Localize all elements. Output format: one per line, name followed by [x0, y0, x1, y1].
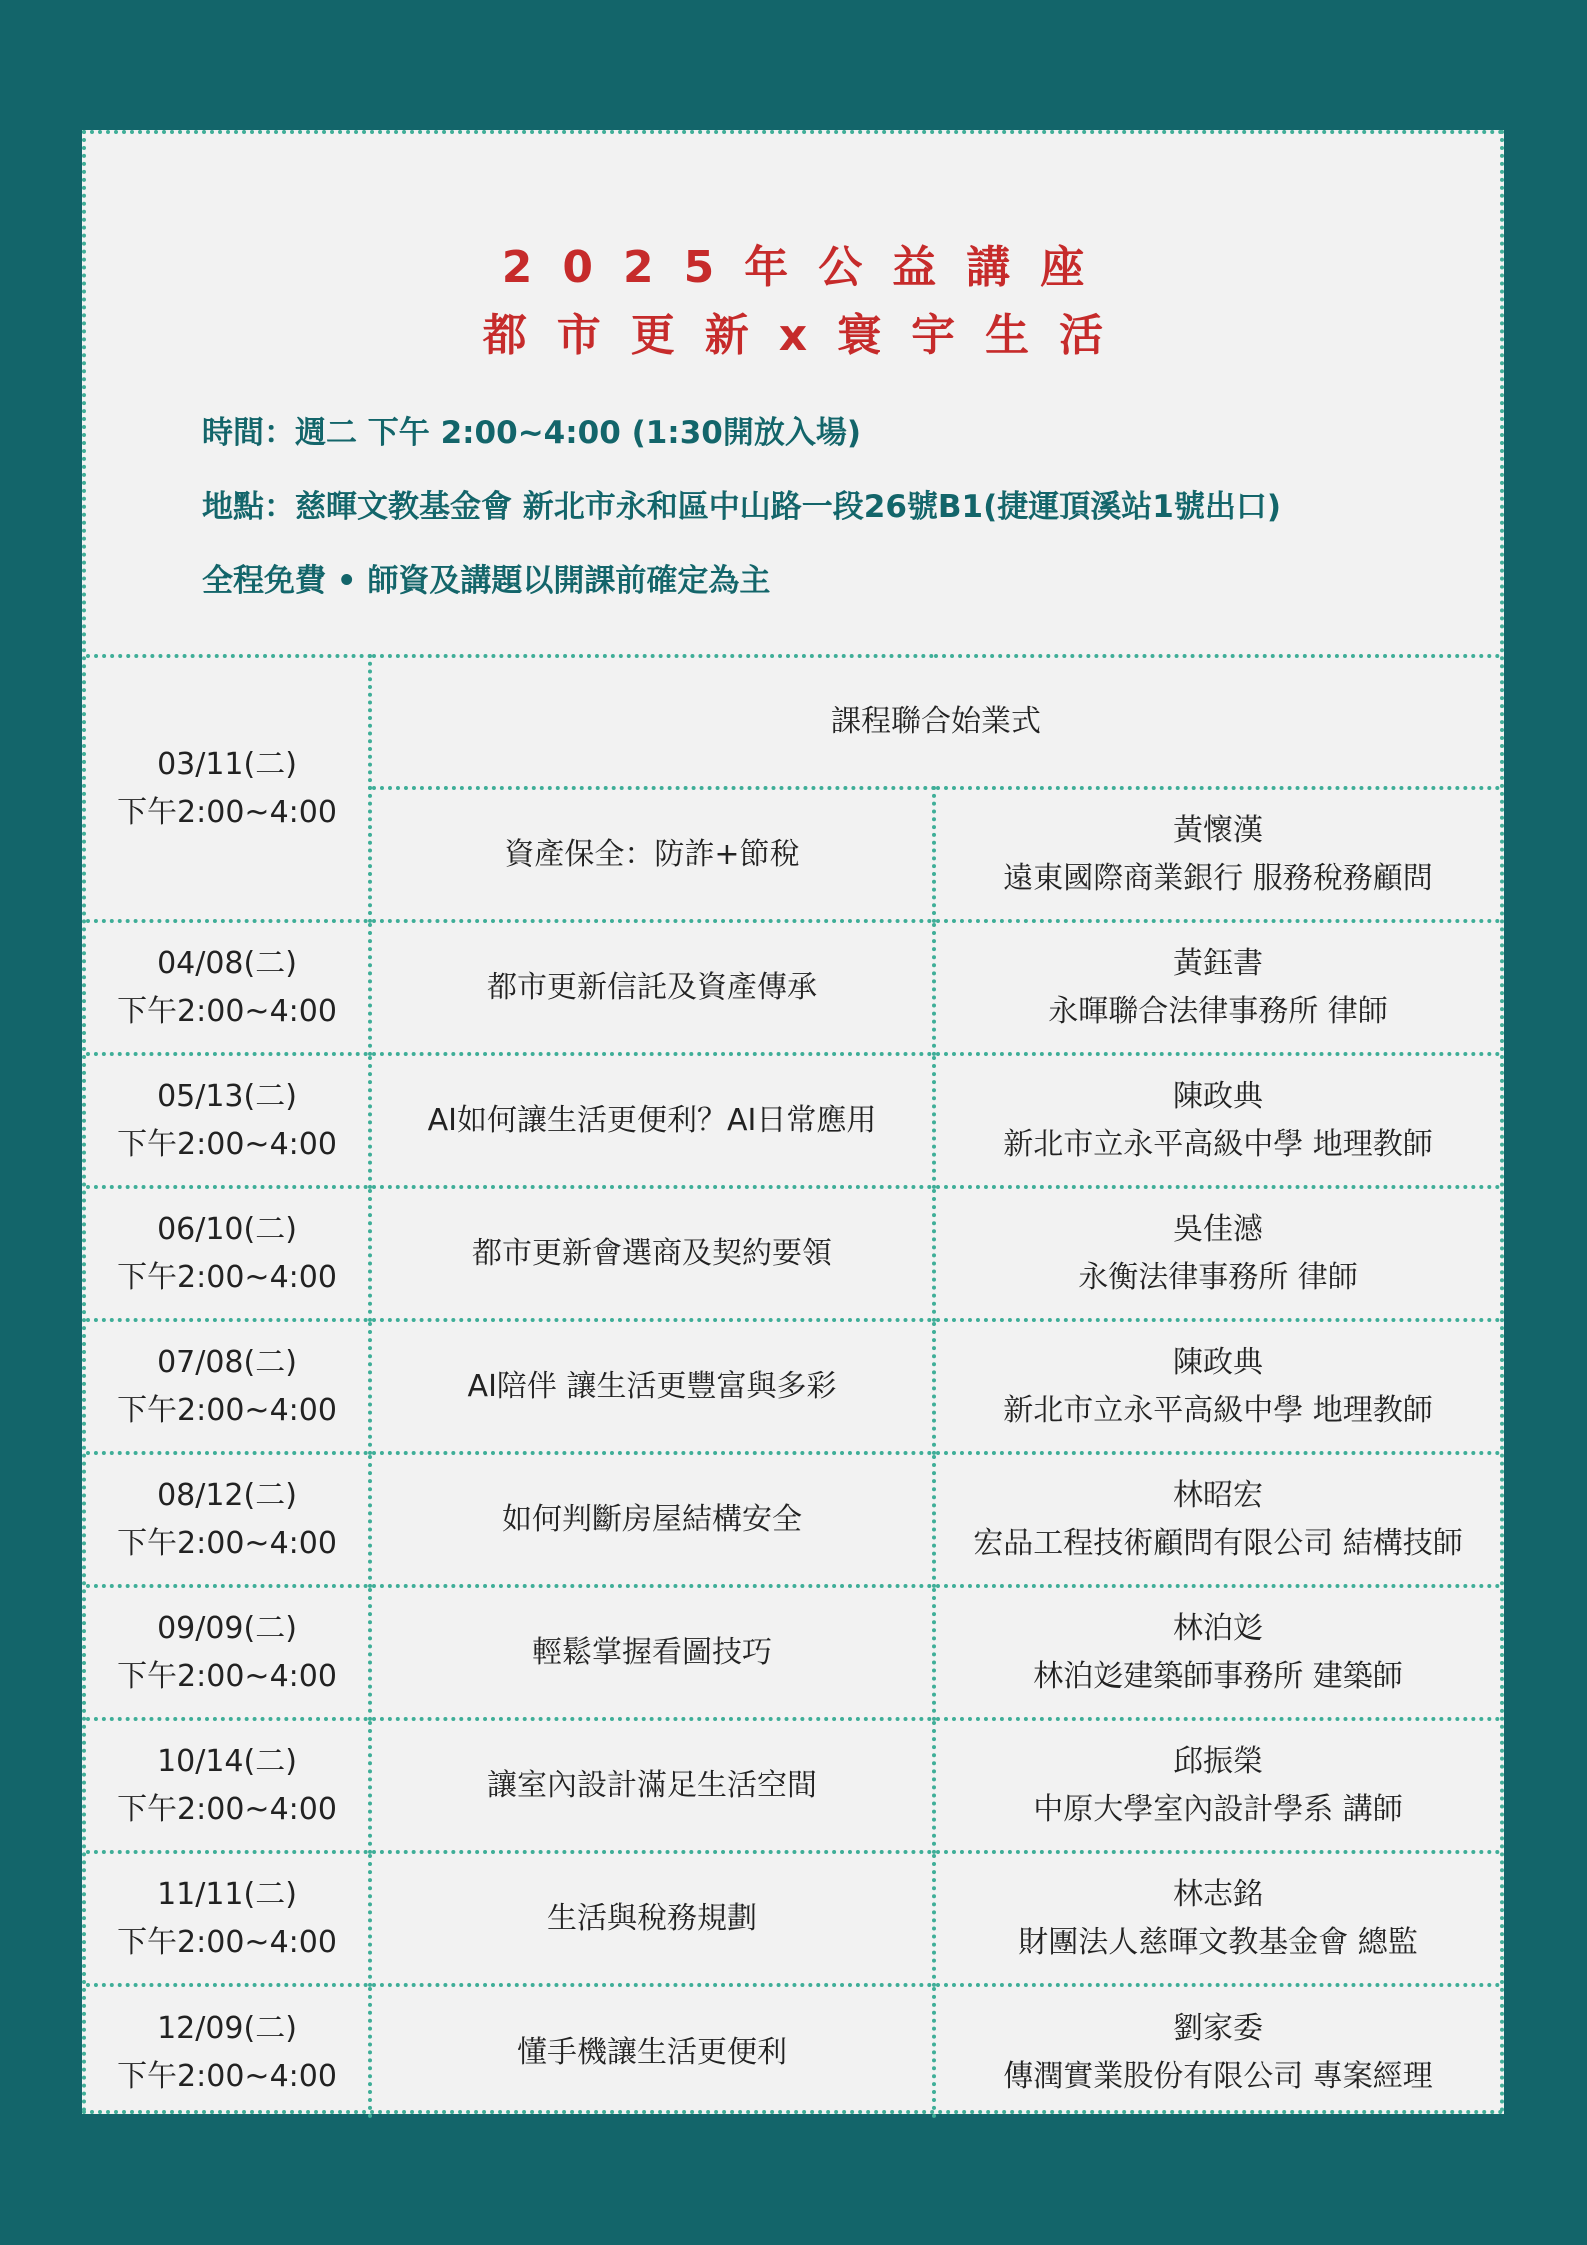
- date-cell: [86, 1719, 370, 1852]
- speaker-affiliation: 財團法人慈暉文教基金會 總監: [1018, 1924, 1418, 1960]
- session-time: 下午2:00~4:00: [117, 1259, 337, 1295]
- speaker-affiliation: 傳潤實業股份有限公司 專案經理: [1003, 2058, 1433, 2094]
- session-time: 下午2:00~4:00: [117, 993, 337, 1029]
- info-time: 時間：週二 下午 2:00~4:00 (1:30開放入場): [202, 415, 862, 451]
- speaker-name: 黃鈺書: [1173, 945, 1263, 981]
- topic-cell: [370, 1054, 934, 1187]
- speaker-cell: [934, 1852, 1500, 1985]
- table-row: [86, 1852, 1500, 1985]
- speaker-cell: [934, 1054, 1500, 1187]
- table-row: [86, 1453, 1500, 1586]
- speaker-name: 林昭宏: [1173, 1477, 1263, 1513]
- speaker-cell: [934, 1187, 1500, 1320]
- session-date: 10/14(二): [157, 1743, 297, 1779]
- table-row: [86, 921, 1500, 1054]
- speaker-name: 陳政典: [1173, 1078, 1263, 1114]
- speaker-cell: [934, 1985, 1500, 2118]
- title-block: [86, 234, 1500, 370]
- speaker-name: 陳政典: [1173, 1344, 1263, 1380]
- session-topic: 都市更新信託及資產傳承: [487, 969, 817, 1005]
- session-time: 下午2:00~4:00: [117, 2058, 337, 2094]
- session-date: 07/08(二): [157, 1344, 297, 1380]
- speaker-name: 林志銘: [1173, 1876, 1263, 1912]
- date-cell: [86, 1586, 370, 1719]
- speaker-name: 邱振榮: [1173, 1743, 1263, 1779]
- session-time: 下午2:00~4:00: [117, 1658, 337, 1694]
- session-topic: AI如何讓生活更便利？AI日常應用: [427, 1102, 877, 1138]
- session-date: 05/13(二): [157, 1078, 297, 1114]
- session-date: 12/09(二): [157, 2010, 297, 2046]
- info-location: 地點：慈暉文教基金會 新北市永和區中山路一段26號B1(捷運頂溪站1號出口): [202, 489, 1282, 525]
- schedule-table: [86, 654, 1500, 2118]
- opening-ceremony: 課程聯合始業式: [831, 704, 1041, 739]
- session-topic: 資產保全：防詐+節稅: [504, 836, 800, 872]
- topic-cell: [370, 1187, 934, 1320]
- speaker-cell: [934, 1719, 1500, 1852]
- speaker-cell: [934, 788, 1500, 921]
- topic-cell: [370, 788, 934, 921]
- flyer-card: [82, 130, 1504, 2114]
- speaker-affiliation: 新北市立永平高級中學 地理教師: [1003, 1392, 1433, 1428]
- opening-ceremony-cell: [370, 656, 1500, 788]
- speaker-cell: [934, 921, 1500, 1054]
- topic-cell: [370, 1719, 934, 1852]
- session-date: 06/10(二): [157, 1211, 297, 1247]
- speaker-affiliation: 中原大學室內設計學系 講師: [1033, 1791, 1403, 1827]
- table-row: [86, 1320, 1500, 1453]
- speaker-cell: [934, 1453, 1500, 1586]
- session-topic: AI陪伴 讓生活更豐富與多彩: [467, 1368, 837, 1404]
- table-row: [86, 1586, 1500, 1719]
- date-cell: [86, 921, 370, 1054]
- session-topic: 生活與稅務規劃: [547, 1900, 757, 1936]
- session-topic: 都市更新會選商及契約要領: [472, 1235, 832, 1271]
- session-date: 03/11(二): [157, 746, 297, 782]
- date-cell: [86, 1320, 370, 1453]
- table-row: [86, 1719, 1500, 1852]
- info-note: 全程免費 • 師資及講題以開課前確定為主: [202, 563, 771, 599]
- date-cell: [86, 1985, 370, 2118]
- session-time: 下午2:00~4:00: [117, 1525, 337, 1561]
- session-date: 04/08(二): [157, 945, 297, 981]
- date-cell: [86, 656, 370, 921]
- speaker-cell: [934, 1586, 1500, 1719]
- date-cell: [86, 1054, 370, 1187]
- topic-cell: [370, 1985, 934, 2118]
- speaker-affiliation: 林泊彣建築師事務所 建築師: [1033, 1658, 1403, 1694]
- speaker-affiliation: 永暉聯合法律事務所 律師: [1048, 993, 1388, 1029]
- session-date: 09/09(二): [157, 1610, 297, 1646]
- title-line-2: 都市更新x寰宇生活: [482, 310, 1134, 361]
- speaker-name: 劉家委: [1173, 2010, 1263, 2046]
- topic-cell: [370, 1320, 934, 1453]
- topic-cell: [370, 1453, 934, 1586]
- table-row: [86, 1054, 1500, 1187]
- session-time: 下午2:00~4:00: [117, 1126, 337, 1162]
- speaker-affiliation: 遠東國際商業銀行 服務稅務顧問: [1003, 860, 1433, 896]
- session-time: 下午2:00~4:00: [117, 1791, 337, 1827]
- speaker-cell: [934, 1320, 1500, 1453]
- topic-cell: [370, 1852, 934, 1985]
- table-row: [86, 656, 1500, 788]
- speaker-name: 林泊彣: [1173, 1610, 1263, 1646]
- session-topic: 懂手機讓生活更便利: [517, 2034, 787, 2070]
- date-cell: [86, 1453, 370, 1586]
- topic-cell: [370, 921, 934, 1054]
- session-date: 08/12(二): [157, 1477, 297, 1513]
- title-line-1: 2025年公益講座: [501, 242, 1115, 293]
- session-date: 11/11(二): [157, 1876, 297, 1912]
- speaker-affiliation: 新北市立永平高級中學 地理教師: [1003, 1126, 1433, 1162]
- date-cell: [86, 1187, 370, 1320]
- table-row: [86, 1985, 1500, 2118]
- speaker-affiliation: 宏品工程技術顧問有限公司 結構技師: [973, 1525, 1463, 1561]
- session-time: 下午2:00~4:00: [117, 1924, 337, 1960]
- session-topic: 讓室內設計滿足生活空間: [487, 1767, 817, 1803]
- session-time: 下午2:00~4:00: [117, 794, 337, 830]
- speaker-name: 黃懷漢: [1173, 812, 1263, 848]
- table-row: [86, 1187, 1500, 1320]
- session-topic: 如何判斷房屋結構安全: [502, 1501, 802, 1537]
- session-time: 下午2:00~4:00: [117, 1392, 337, 1428]
- date-cell: [86, 1852, 370, 1985]
- topic-cell: [370, 1586, 934, 1719]
- speaker-name: 吳佳澸: [1173, 1211, 1263, 1247]
- info-block: [202, 396, 1281, 618]
- session-topic: 輕鬆掌握看圖技巧: [532, 1634, 772, 1670]
- speaker-affiliation: 永衡法律事務所 律師: [1078, 1259, 1358, 1295]
